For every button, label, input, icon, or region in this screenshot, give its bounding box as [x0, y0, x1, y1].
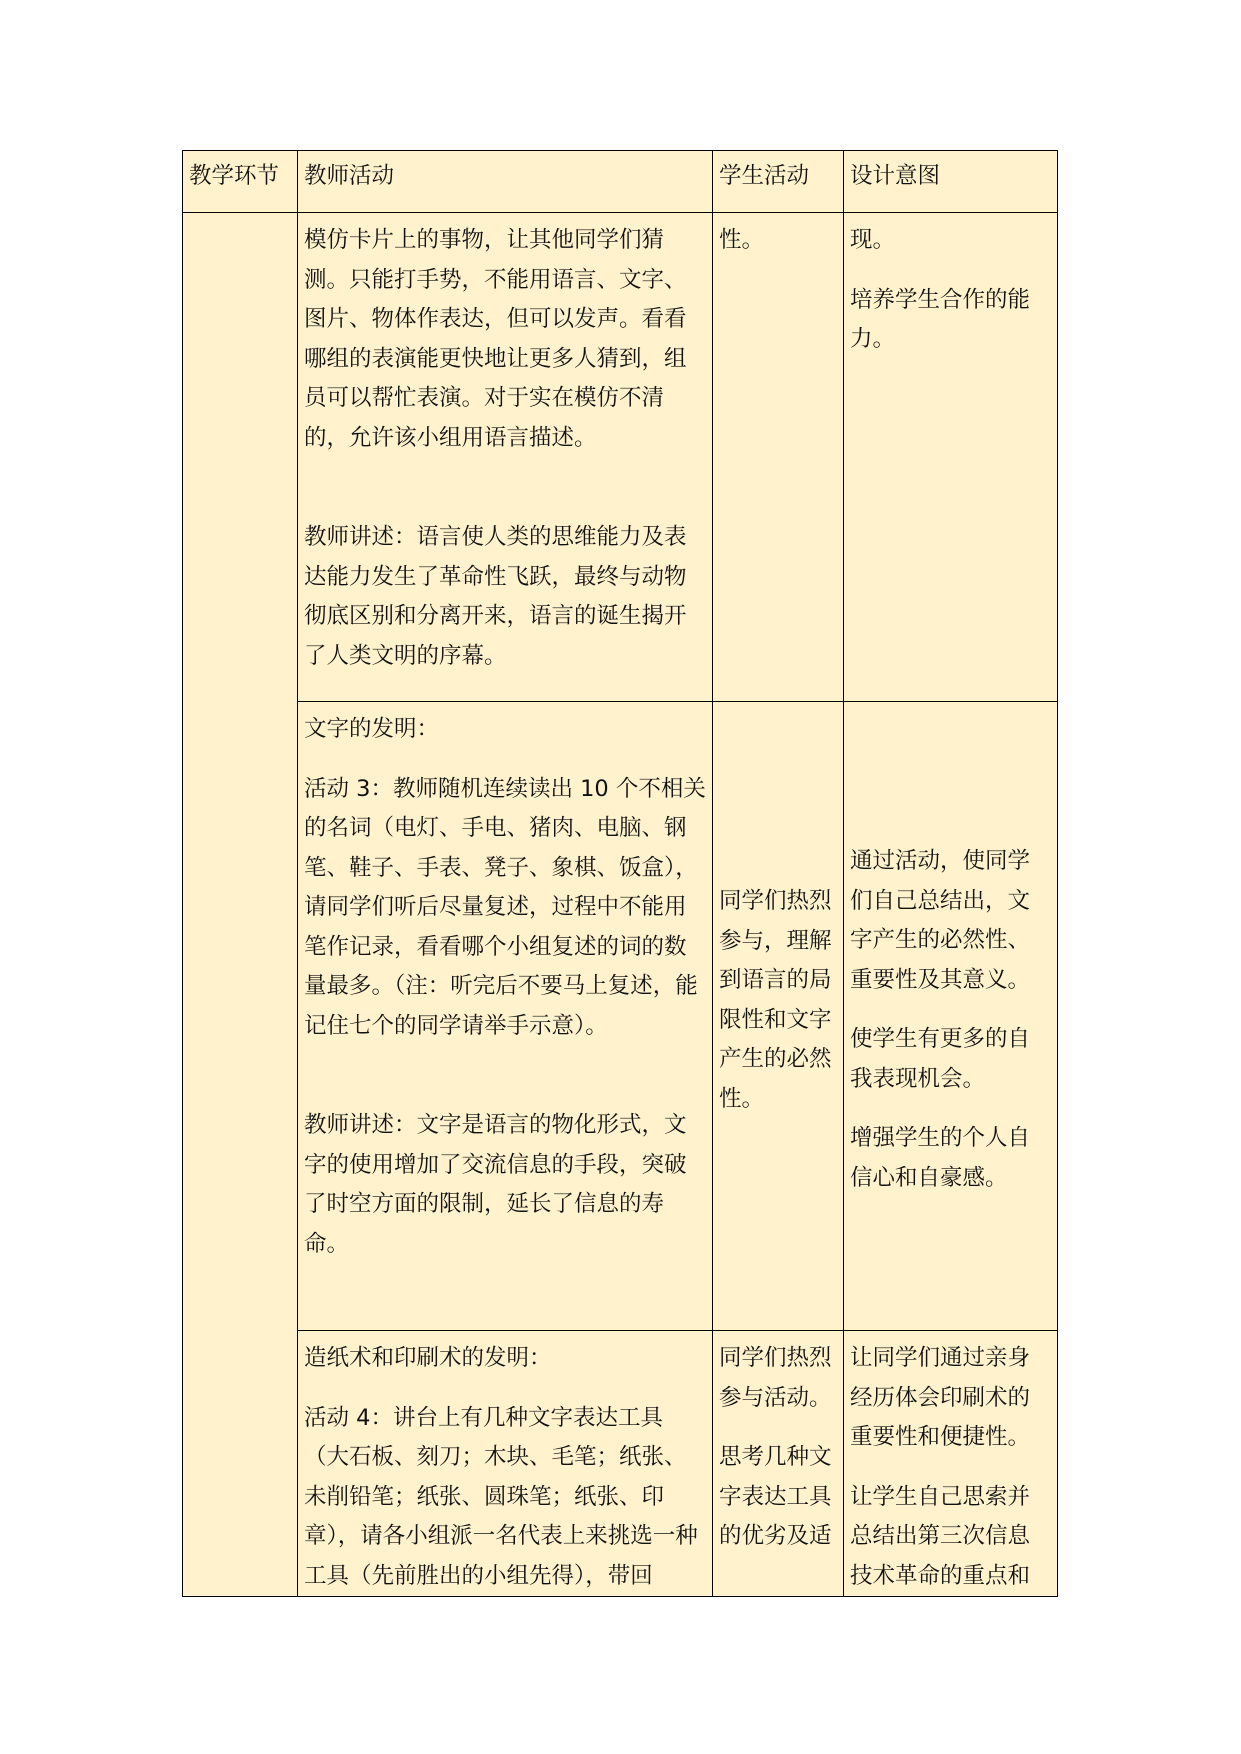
teacher-paragraph: 模仿卡片上的事物，让其他同学们猜测。只能打手势，不能用语言、文字、图片、物体作表达，但可以发声。看看哪组的表演能更快地让更多人猜到，组员可以帮忙表演。对于实在模仿不清的，允许该小组用语言描述。 — [304, 227, 687, 451]
student-activity-cell — [713, 702, 844, 1331]
header-stage: 教学环节 — [183, 151, 298, 213]
teacher-activity-cell — [298, 213, 713, 702]
header-student-activity: 学生活动 — [713, 151, 844, 213]
stage-cell — [183, 213, 298, 1597]
teacher-paragraph: 活动 4：讲台上有几种文字表达工具（大石板、刻刀；木块、毛笔；纸张、未削铅笔；纸张、圆珠笔；纸张、印章），请各小组派一名代表上来挑选一种工具（先前胜出的小组先得），带回 — [304, 1404, 698, 1589]
design-paragraph: 现。 — [850, 227, 896, 253]
design-paragraph: 让同学们通过亲身经历体会印刷术的重要性和便捷性。 — [850, 1345, 1031, 1450]
design-paragraph: 让学生自己思索并总结出第三次信息技术革命的重点和 — [850, 1483, 1031, 1589]
design-intent-cell — [844, 1331, 1058, 1597]
teacher-paragraph: 文字的发明： — [304, 716, 440, 742]
design-paragraph: 增强学生的个人自信心和自豪感。 — [850, 1125, 1031, 1191]
teacher-paragraph: 教师讲述：语言使人类的思维能力及表达能力发生了革命性飞跃，最终与动物彻底区别和分离开来，语言的诞生揭开了人类文明的序幕。 — [304, 524, 687, 669]
student-activity-cell — [713, 1331, 844, 1597]
teacher-activity-cell — [298, 702, 713, 1331]
design-paragraph: 使学生有更多的自我表现机会。 — [850, 1026, 1031, 1092]
design-intent-cell — [844, 213, 1058, 702]
design-paragraph: 培养学生合作的能力。 — [850, 286, 1031, 352]
teacher-paragraph: 造纸术和印刷术的发明： — [304, 1345, 552, 1371]
header-teacher-activity: 教师活动 — [298, 151, 713, 213]
lesson-plan-table — [182, 150, 1058, 1597]
teacher-paragraph: 教师讲述：文字是语言的物化形式，文字的使用增加了交流信息的手段，突破了时空方面的限制，延长了信息的寿命。 — [304, 1112, 687, 1257]
design-intent-cell — [844, 702, 1058, 1331]
design-paragraph: 通过活动，使同学们自己总结出，文字产生的必然性、重要性及其意义。 — [850, 848, 1031, 993]
teacher-paragraph: 活动 3：教师随机连续读出 10 个不相关的名词（电灯、手电、猪肉、电脑、钢笔、鞋子、手表、凳子、象棋、饭盒），请同学们听后尽量复述，过程中不能用笔作记录，看看哪个小组复述的词的数量最多。（注：听完后不要马上复述，能记住七个的同学请举手示意）。 — [304, 775, 706, 1039]
student-paragraph: 思考几种文字表达工具的优劣及适 — [719, 1444, 832, 1549]
student-paragraph: 同学们热烈参与，理解到语言的局限性和文字产生的必然性。 — [719, 888, 832, 1112]
teacher-activity-cell — [298, 1331, 713, 1597]
table-row — [183, 702, 1058, 1331]
student-paragraph: 性。 — [719, 227, 765, 253]
student-paragraph: 同学们热烈参与活动。 — [719, 1345, 832, 1411]
header-design-intent: 设计意图 — [844, 151, 1058, 213]
header-row — [183, 151, 1058, 213]
table-row — [183, 1331, 1058, 1597]
student-activity-cell — [713, 213, 844, 702]
table-row — [183, 213, 1058, 702]
